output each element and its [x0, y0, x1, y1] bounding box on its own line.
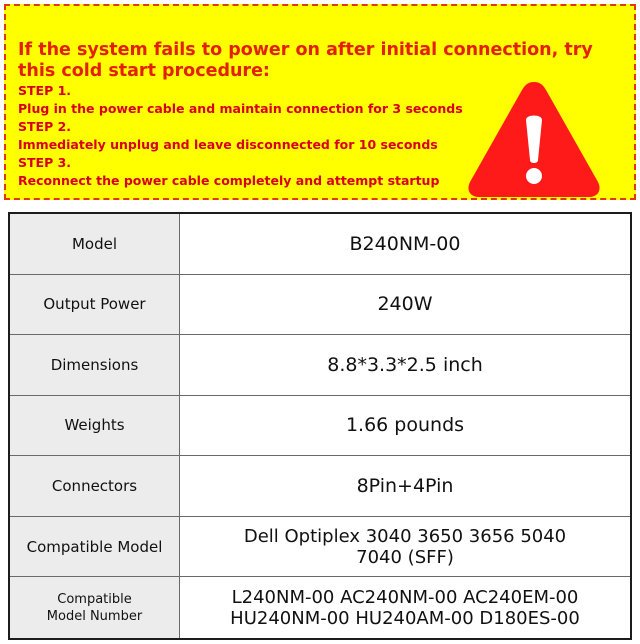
cold-start-notice	[4, 4, 636, 200]
warning-triangle-icon	[464, 76, 604, 201]
compatible-model-line-1: Dell Optiplex 3040 3650 3656 5040	[243, 525, 567, 547]
output-power-value: 240W	[180, 275, 630, 336]
compatible-model-value	[180, 517, 630, 578]
model-number-line-2: HU240NM-00 HU240AM-00 D180ES-00	[230, 607, 580, 629]
dimensions-value: 8.8*3.3*2.5 inch	[180, 335, 630, 396]
model-value: B240NM-00	[180, 214, 630, 275]
compatible-model-number-label	[10, 577, 180, 638]
step-3-text: Reconnect the power cable completely and attempt startup	[18, 173, 440, 188]
step-1-title: STEP 1.	[18, 83, 72, 98]
step-2-text: Immediately unplug and leave disconnected for 10 seconds	[18, 137, 438, 152]
model-number-line-1: L240NM-00 AC240NM-00 AC240EM-00	[231, 586, 579, 608]
weights-label: Weights	[10, 396, 180, 457]
step-1-text: Plug in the power cable and maintain connection for 3 seconds	[18, 101, 463, 116]
specifications-table	[8, 212, 632, 640]
step-3-title: STEP 3.	[18, 155, 72, 170]
compatible-model-label: Compatible Model	[10, 517, 180, 578]
connectors-value: 8Pin+4Pin	[180, 456, 630, 517]
dimensions-label: Dimensions	[10, 335, 180, 396]
compatible-model-number-value	[180, 577, 630, 638]
step-2-title: STEP 2.	[18, 119, 72, 134]
model-label: Model	[10, 214, 180, 275]
compatible-model-number-label-line-1: Compatible	[57, 591, 132, 607]
compatible-model-number-label-line-2: Model Number	[46, 608, 143, 624]
output-power-label: Output Power	[10, 275, 180, 336]
weights-value: 1.66 pounds	[180, 396, 630, 457]
compatible-model-line-2: 7040 (SFF)	[356, 546, 454, 568]
connectors-label: Connectors	[10, 456, 180, 517]
notice-heading: If the system fails to power on after initial connection, try this cold start procedure:	[18, 40, 593, 81]
